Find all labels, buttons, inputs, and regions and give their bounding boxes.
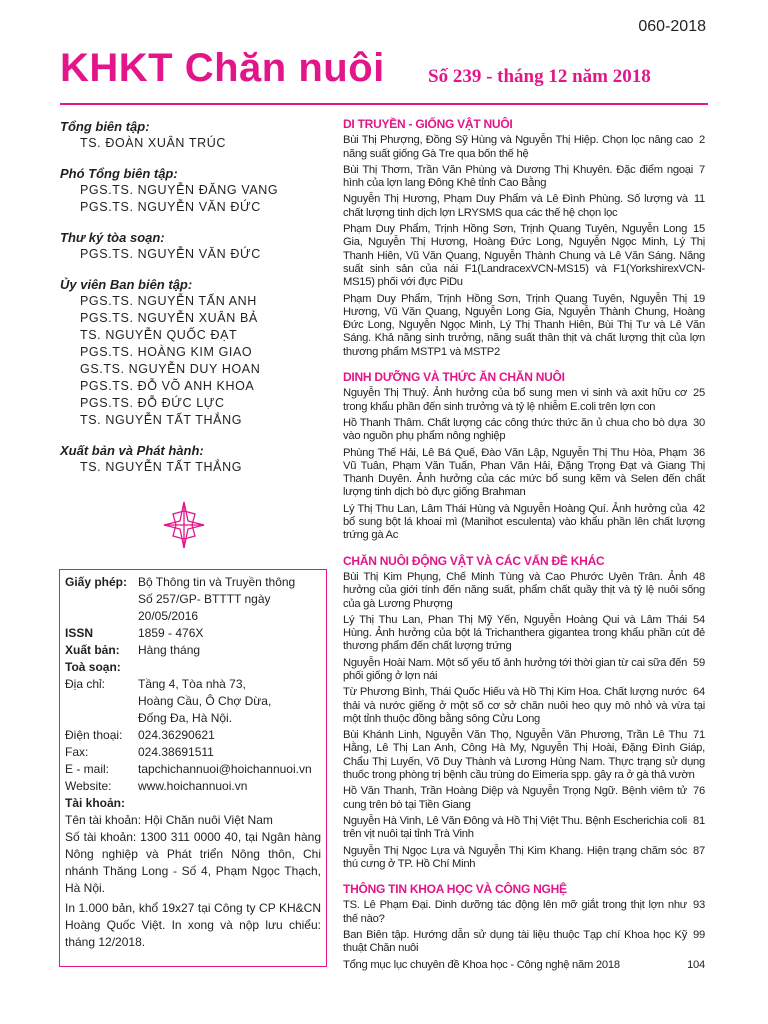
article-citation: Tổng mục lục chuyên đề Khoa học - Công nghệ năm 2018 <box>343 958 620 971</box>
catalog-code: 060-2018 <box>638 18 706 35</box>
page-number: 81 <box>693 814 705 827</box>
toc-entry[interactable] <box>343 614 705 654</box>
article-citation: Lý Thị Thu Lan, Phan Thị Mỹ Yến, Nguyễn Hoàng Qui và Lâm Thái Hùng. Ảnh hưởng của bột lá Trichanthera gigantea trong khẩu phần cút đẻ thương phẩm đến chất lượng trứng <box>343 613 705 653</box>
article-citation: Bùi Khánh Linh, Nguyễn Văn Thọ, Nguyễn Văn Phương, Trần Lê Thu Hằng, Lê Thị Lan Anh, Công Hà My, Nguyễn Thị Hoài, Đặng Đình Giáp, Chẩu Thị Luyến, Võ Duy Thành và Lương Hùng Nam. Thực trạng sử dụng thuốc trong phòng trị bệnh cầu trùng do Eimeria spp. gây ra ở gà thả vườn <box>343 729 705 782</box>
toc-entry[interactable] <box>343 164 705 191</box>
board-member-name: GS.TS. NGUYỄN DUY HOAN <box>80 362 261 376</box>
toc-entry[interactable] <box>343 815 705 842</box>
board-member-name: PGS.TS. NGUYỄN TẤN ANH <box>80 294 257 308</box>
masthead <box>60 46 710 102</box>
board-member-name: TS. NGUYỄN TẤT THẮNG <box>80 460 243 474</box>
page-number: 19 <box>693 292 705 305</box>
article-citation: TS. Lê Phạm Đại. Dinh dưỡng tác động lên mỡ giắt trong thịt lợn như thế nào? <box>343 899 688 925</box>
account-label: Tài khoản: <box>65 796 126 810</box>
toc-section <box>343 883 705 972</box>
toc-entry[interactable] <box>343 929 705 956</box>
page-number: 76 <box>693 785 705 798</box>
issn-value: 1859 - 476X <box>138 626 204 640</box>
article-citation: Nguyễn Hà Vinh, Lê Văn Đông và Hồ Thị Việt Thu. Bệnh Escherichia coli trên vịt nuôi tại tỉnh Trà Vinh <box>343 814 688 841</box>
fax-label: Fax: <box>65 745 89 759</box>
article-citation: Phạm Duy Phẩm, Trịnh Hồng Sơn, Trịnh Quang Tuyên, Nguyễn Thị Hương, Vũ Văn Quang, Nguyễn Long Gia, Nguyễn Thành Chung, Hoàng Đức Long, Nguyễn Ngọc Minh, Lý Thị Thanh Hiên, Bùi Thị Tư và Lê Văn Sáng. Khả năng sinh trưởng, năng suất thân thịt và chất lượng thịt của lợn thương phẩm MSTP1 và MSTP2 <box>343 292 705 358</box>
page-number: 48 <box>693 570 705 583</box>
board-member-name: TS. NGUYỄN TẤT THẮNG <box>80 413 243 427</box>
board-group <box>60 229 340 263</box>
page-number: 11 <box>693 193 705 206</box>
office-label: Toà soạn: <box>65 660 121 674</box>
table-of-contents <box>343 118 705 984</box>
board-member-name: PGS.TS. ĐỖ VÕ ANH KHOA <box>80 379 255 393</box>
publish-label: Xuất bản: <box>65 643 120 657</box>
section-heading: DI TRUYỀN - GIỐNG VẬT NUÔI <box>343 117 513 131</box>
issn-label: ISSN <box>65 626 94 640</box>
toc-section <box>343 371 705 543</box>
address-line-1: Tầng 4, Tòa nhà 73, <box>138 677 246 691</box>
masthead-rule <box>60 103 708 105</box>
phone-label: Điện thoại: <box>65 728 123 742</box>
toc-entry[interactable] <box>343 899 705 926</box>
account-name: Tên tài khoản: Hội Chăn nuôi Việt Nam <box>65 813 273 827</box>
page-number: 42 <box>693 502 705 515</box>
toc-section <box>343 555 705 872</box>
article-citation: Hồ Thanh Thâm. Chất lượng các công thức thức ăn ủ chua cho bò dựa vào nguồn phụ phẩm nông nghiệp <box>343 416 688 443</box>
license-issuer: Bộ Thông tin và Truyền thông <box>138 575 296 589</box>
website-link[interactable]: www.hoichannuoi.vn <box>138 779 248 793</box>
article-citation: Từ Phương Bình, Thái Quốc Hiếu và Hồ Thị Kim Hoa. Chất lượng nước thải và nước giếng ở một số cơ sở chăn nuôi heo quy mô nhỏ và vừa tại một tỉnh thuộc đồng bằng sông Cửu Long <box>343 686 705 725</box>
toc-entry[interactable] <box>343 193 705 220</box>
toc-entry[interactable] <box>343 417 705 444</box>
toc-entry[interactable] <box>343 845 705 872</box>
board-role: Tổng biên tập: <box>60 119 150 134</box>
toc-entry[interactable] <box>343 387 705 414</box>
article-citation: Lý Thị Thu Lan, Lâm Thái Hùng và Nguyễn Hoàng Quí. Ảnh hưởng của bổ sung bột lá khoai mì (Manihot esculenta) vào khẩu phần lên chất lượng trứng gà Ac <box>343 502 705 542</box>
article-citation: Nguyễn Thị Thuỷ. Ảnh hưởng của bổ sung men vi sinh và axit hữu cơ trong khẩu phần đến sinh trưởng và tỷ lệ nhiễm E.coli trên lợn con <box>343 387 688 413</box>
page-number: 104 <box>687 958 705 971</box>
phone-value: 024.36290621 <box>138 728 215 742</box>
toc-entry[interactable] <box>343 447 705 500</box>
publication-info-box <box>59 569 327 967</box>
board-member-name: PGS.TS. NGUYỄN XUÂN BẢ <box>80 311 258 325</box>
board-role: Thư ký tòa soạn: <box>60 230 165 245</box>
article-citation: Bùi Thị Kim Phụng, Chế Minh Tùng và Cao Phước Uyên Trân. Ảnh hưởng của giới tính đến năng suất, phẩm chất quầy thịt và tỷ lệ nuôi sống của gà Lương Phượng <box>343 570 705 610</box>
page-number: 93 <box>693 899 705 912</box>
section-heading: THÔNG TIN KHOA HỌC VÀ CÔNG NGHỆ <box>343 882 567 897</box>
star-ornament-icon <box>162 500 206 550</box>
board-role: Xuất bản và Phát hành: <box>60 443 204 458</box>
license-number: Số 257/GP- BTTTT ngày 20/05/2016 <box>138 592 271 623</box>
article-citation: Nguyễn Hoài Nam. Một số yếu tố ảnh hưởng tới thời gian từ cai sữa đến phối giống ở lợn nái <box>343 656 688 682</box>
board-group <box>60 276 340 429</box>
board-member-name: TS. NGUYỄN QUỐC ĐẠT <box>80 328 238 342</box>
account-number: Số tài khoản: 1300 311 0000 40, tại Ngân hàng Nông nghiệp và Phát triển Nông thôn, Chi nhánh Thăng Long - Số 4, Phạm Ngọc Thạch, Hà Nội. <box>65 830 321 895</box>
article-citation: Nguyễn Thị Hương, Phạm Duy Phẩm và Lê Đình Phùng. Số lượng và chất lượng tinh dịch lợn LRYSMS qua các thế hệ chọn lọc <box>343 193 688 219</box>
board-member-name: PGS.TS. HOÀNG KIM GIAO <box>80 345 253 359</box>
article-citation: Hồ Văn Thanh, Trần Hoàng Diệp và Nguyễn Trọng Ngữ. Bệnh viêm tử cung trên bò tại Tiền Giang <box>343 785 688 811</box>
fax-value: 024.38691511 <box>138 745 214 759</box>
article-citation: Ban Biên tập. Hướng dẫn sử dụng tài liệu thuộc Tạp chí Khoa học Kỹ thuật Chăn nuôi <box>343 929 688 955</box>
page-number: 25 <box>693 387 705 400</box>
article-citation: Phùng Thế Hải, Lê Bá Quế, Đào Văn Lập, Nguyễn Thị Thu Hòa, Phạm Vũ Tuân, Phạm Văn Tuấn, Phan Văn Hải, Đặng Trọng Đạt và Giang Thị Thanh Duyên. Ảnh hưởng của các mức bổ sung kẽm và Selen đến chất lượng tinh dịch bò đực giống Brahman <box>343 446 705 499</box>
page-number: 59 <box>693 656 705 669</box>
toc-entry[interactable] <box>343 959 705 972</box>
toc-entry[interactable] <box>343 785 705 812</box>
board-member-name: PGS.TS. NGUYỄN VĂN ĐỨC <box>80 247 261 261</box>
email-value[interactable]: tapchichannuoi@hoichannuoi.vn <box>138 762 312 776</box>
toc-entry[interactable] <box>343 571 705 611</box>
board-group <box>60 118 340 152</box>
section-heading: CHĂN NUÔI ĐỘNG VẬT VÀ CÁC VẤN ĐỀ KHÁC <box>343 553 605 568</box>
page-number: 36 <box>693 446 705 459</box>
page-number: 15 <box>693 223 705 236</box>
page-number: 64 <box>693 686 705 699</box>
publish-frequency: Hàng tháng <box>138 643 201 657</box>
address-line-3: Đống Đa, Hà Nội. <box>138 711 233 725</box>
board-member-name: PGS.TS. NGUYỄN ĐĂNG VANG <box>80 183 279 197</box>
print-note: In 1.000 bản, khổ 19x27 tại Công ty CP KH&CN Hoàng Quốc Việt. In xong và nộp lưu chiểu: tháng 12/2018. <box>65 901 321 949</box>
article-citation: Bùi Thị Phượng, Đồng Sỹ Hùng và Nguyễn Thị Hiệp. Chọn lọc nâng cao năng suất giống Gà Tre qua bốn thế hệ <box>343 134 694 160</box>
toc-entry[interactable] <box>343 293 705 359</box>
address-label: Địa chỉ: <box>65 677 106 691</box>
board-member-name: PGS.TS. NGUYỄN VĂN ĐỨC <box>80 200 261 214</box>
email-label: E - mail: <box>65 762 110 776</box>
license-label: Giấy phép: <box>65 575 128 589</box>
article-citation: Bùi Thị Thơm, Trần Văn Phùng và Dương Thị Khuyên. Đặc điểm ngoại hình của lợn lang Đông Khê tỉnh Cao Bằng <box>343 163 694 190</box>
toc-entry[interactable] <box>343 729 705 782</box>
board-member-name: PGS.TS. ĐỖ ĐỨC LỰC <box>80 396 225 410</box>
board-role: Ủy viên Ban biên tập: <box>60 277 193 292</box>
board-role: Phó Tổng biên tập: <box>60 166 178 181</box>
page-number: 99 <box>693 929 705 942</box>
page-number: 7 <box>699 163 705 176</box>
article-citation: Nguyễn Thị Ngọc Lựa và Nguyễn Thị Kim Khang. Hiện trạng chăm sóc thú cưng ở TP. Hồ Chí Minh <box>343 844 688 870</box>
toc-entry[interactable] <box>343 686 705 726</box>
board-member-name: TS. ĐOÀN XUÂN TRÚC <box>80 136 226 150</box>
page-number: 2 <box>699 134 705 147</box>
toc-entry[interactable] <box>343 503 705 543</box>
editorial-board <box>60 118 340 489</box>
page-number: 87 <box>693 844 705 857</box>
toc-entry[interactable] <box>343 657 705 684</box>
board-group <box>60 442 340 476</box>
toc-entry[interactable] <box>343 223 705 289</box>
issue-label: Số 239 - tháng 12 năm 2018 <box>428 66 651 87</box>
toc-section <box>343 118 705 359</box>
page-number: 71 <box>693 729 705 742</box>
toc-entry[interactable] <box>343 134 705 161</box>
page-number: 30 <box>693 416 705 429</box>
journal-title: KHKT Chăn nuôi <box>60 46 385 90</box>
article-citation: Phạm Duy Phẩm, Trịnh Hồng Sơn, Trịnh Quang Tuyên, Nguyễn Long Gia, Nguyễn Thị Hương, Hoàng Đức Long, Nguyễn Ngọc Minh, Lý Thị Thanh Hiên, Vũ Văn Quang, Nguyễn Thành Chung và Lê Văn Sáng. Năng suất sinh sản của nái F1(LandracexVCN-MS15) và F1(YorkshirexVCN-MS15) phối với đực PiDu <box>343 223 705 289</box>
website-label: Website: <box>65 779 112 793</box>
page-number: 54 <box>693 613 705 626</box>
board-group <box>60 165 340 216</box>
address-line-2: Hoàng Cầu, Ô Chợ Dừa, <box>138 694 272 708</box>
section-heading: DINH DƯỠNG VÀ THỨC ĂN CHĂN NUÔI <box>343 370 565 385</box>
